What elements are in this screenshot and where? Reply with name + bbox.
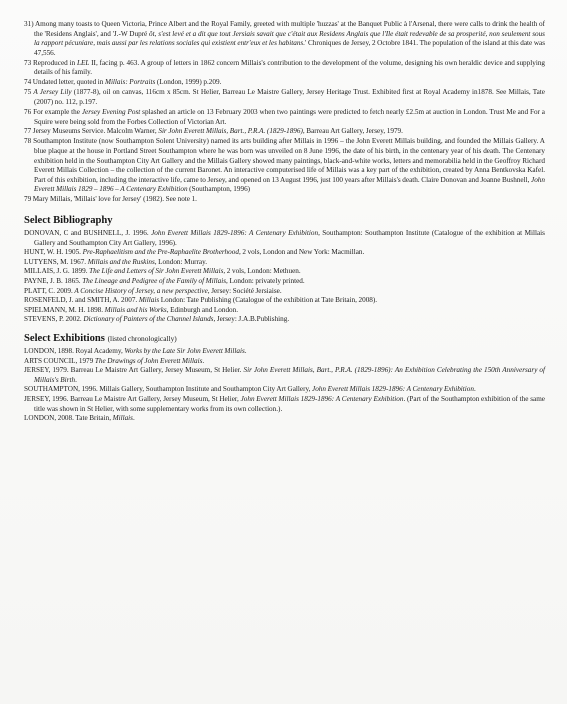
exhibitions-list <box>24 347 545 424</box>
bibliography-entry: HUNT, W. H. 1905. Pre-Raphaelitism and the Pre-Raphaelite Brotherhood, 2 vols, London and New York: Macmillan. <box>24 248 365 257</box>
note-75: 75 A Jersey Lily (1877-8), oil on canvas, 116cm x 85cm. St Helier, Barreau Le Maistre Gallery, Jersey Heritage Trust. Exhibited first at Royal Academy in1878. See Millais, Tate (2007) no. 112, p.197. <box>24 88 545 106</box>
endnotes <box>24 20 545 205</box>
exhibition-entry: LONDON, 2008. Tate Britain, Millais. <box>24 414 135 423</box>
exhibitions-heading-note: (listed chronologically) <box>107 333 177 343</box>
exhibition-entry: JERSEY, 1996. Barreau Le Maistre Art Gallery, Jersey Museum, St Helier, John Everett Millais 1829-1896: A Centenary Exhibition. (Part of the Southampton exhibition of the same title was shown in St Helier, with some supplementary works from its own collection.). <box>24 394 545 413</box>
bibliography-entry: PLATT, C. 2009. A Concise History of Jersey, a new perspective, Jersey: Société Jersiaise. <box>24 286 282 295</box>
bibliography-entry: MILLAIS, J. G. 1899. The Life and Letters of Sir John Everett Millais, 2 vols, London: Methuen. <box>24 267 301 276</box>
bibliography-list <box>24 229 545 325</box>
note-77: 77 Jersey Museums Service. Malcolm Warner, Sir John Everett Millais, Bart., P.R.A. (1829-1896), Barreau Art Gallery, Jersey, 1979. <box>24 127 403 136</box>
note-78: 78 Southampton Institute (now Southampton Solent University) named its arts building after Millais in 1996 – the John Everett Millais building, and founded the Millais Gallery. A blue plaque at the house in Portland Street Southampton where he was born was unveiled on 8 June 1996, the date of his birth, in the centenary year of his death. The Centenary exhibition held in the Southampton City Art Gallery and the Millais Gallery showed many paintings, black-and-white works, letters and memorabilia held in the Geoffroy Richard Everett Millais Collection – the collection of the current Baronet. An interactive computerised life of Millais was a key part of the exhibition, created by Anna Bentkovska Kafel. Part of this exhibition, including the interactive life, came to Jersey, and opened on 13 August 1996, just 100 years after Millais's death. Claire Donovan and Joanne Bushnell, John Everett Millais 1829 – 1896 – A Centenary Exhibition (Southampton, 1996) <box>24 137 545 194</box>
exhibition-entry: SOUTHAMPTON, 1996. Millais Gallery, Southampton Institute and Southampton City Art Gallery, John Everett Millais 1829-1896: A Centenary Exhibition. <box>24 385 476 394</box>
note-73: 73 Reproduced in LEL II, facing p. 463. A group of letters in 1862 concern Millais's contribution to the development of the volume, designing his own heraldic device and supplying details of his family. <box>24 58 546 77</box>
bibliography-entry: DONOVAN, C and BUSHNELL, J. 1996. John Everett Millais 1829-1896: A Centenary Exhibition, Southampton: Southampton Institute (Catalogue of the exhibition at Millais Gallery and Southampton City Art Gallery, 1996). <box>24 229 545 247</box>
bibliography-entry: LUTYENS, M. 1967. Millais and the Ruskins, London: Murray. <box>24 257 207 266</box>
note-74: 74 Undated letter, quoted in Millais: Portraits (London, 1999) p.209. <box>24 78 222 87</box>
exhibition-entry: ARTS COUNCIL, 1979 The Drawings of John Everett Millais. <box>24 356 205 365</box>
exhibition-entry: LONDON, 1898. Royal Academy, Works by the Late Sir John Everett Millais. <box>24 346 247 355</box>
note-31: 31) Among many toasts to Queen Victoria, Prince Albert and the Royal Family, greeted with multiple 'huzzas' at the Banquet Public à l'Arsenal, there were calls to drink the health of the 'Residens Anglais', and 'J.-W Dupré ôt, s'est levé et a dit que tout Jersiais savait que c'était aux Residens Anglais que l'Ile était redevable de sa prosperité, non seulement sous la rapport pécuniare, mais aussi par les relations sociales qui existient entr'eux et les habitans.' Chroniques de Jersey, 2 Octobre 1841. The population of the island at this date was 47,556. <box>24 20 546 57</box>
note-79: 79 Mary Millais, 'Millais' love for Jersey' (1982). See note 1. <box>24 195 197 204</box>
bibliography-entry: STEVENS, P. 2002. Dictionary of Painters of the Channel Islands, Jersey: J.A.B.Publishing. <box>24 315 290 324</box>
bibliography-entry: PAYNE, J. B. 1865. The Lineage and Pedigree of the Family of Millais, London: privately printed. <box>24 276 305 285</box>
exhibition-entry: JERSEY, 1979. Barreau Le Maistre Art Gallery, Jersey Museum, St Helier. Sir John Everett Millais, Bart., P.R.A. (1829-1896): An Exhibition Celebrating the 150th Anniversary of Millais's Birth. <box>24 366 546 384</box>
bibliography-entry: ROSENFELD, J. and SMITH, A. 2007. Millais London: Tate Publishing (Catalogue of the exhibition at Tate Britain, 2008). <box>24 296 378 305</box>
bibliography-heading: Select Bibliography <box>24 215 113 227</box>
bibliography-entry: SPIELMANN, M. H. 1898. Millais and his Works, Edinburgh and London. <box>24 305 239 314</box>
note-76: 76 For example the Jersey Evening Post splashed an article on 13 February 2003 when two paintings were predicted to fetch nearly £2.5m at auction in London. Trust Me and For a Squire were being sold from the Forbes Collection of Victorian Art. <box>24 107 545 126</box>
exhibitions-heading: Select Exhibitions (listed chronologically) <box>24 332 177 344</box>
